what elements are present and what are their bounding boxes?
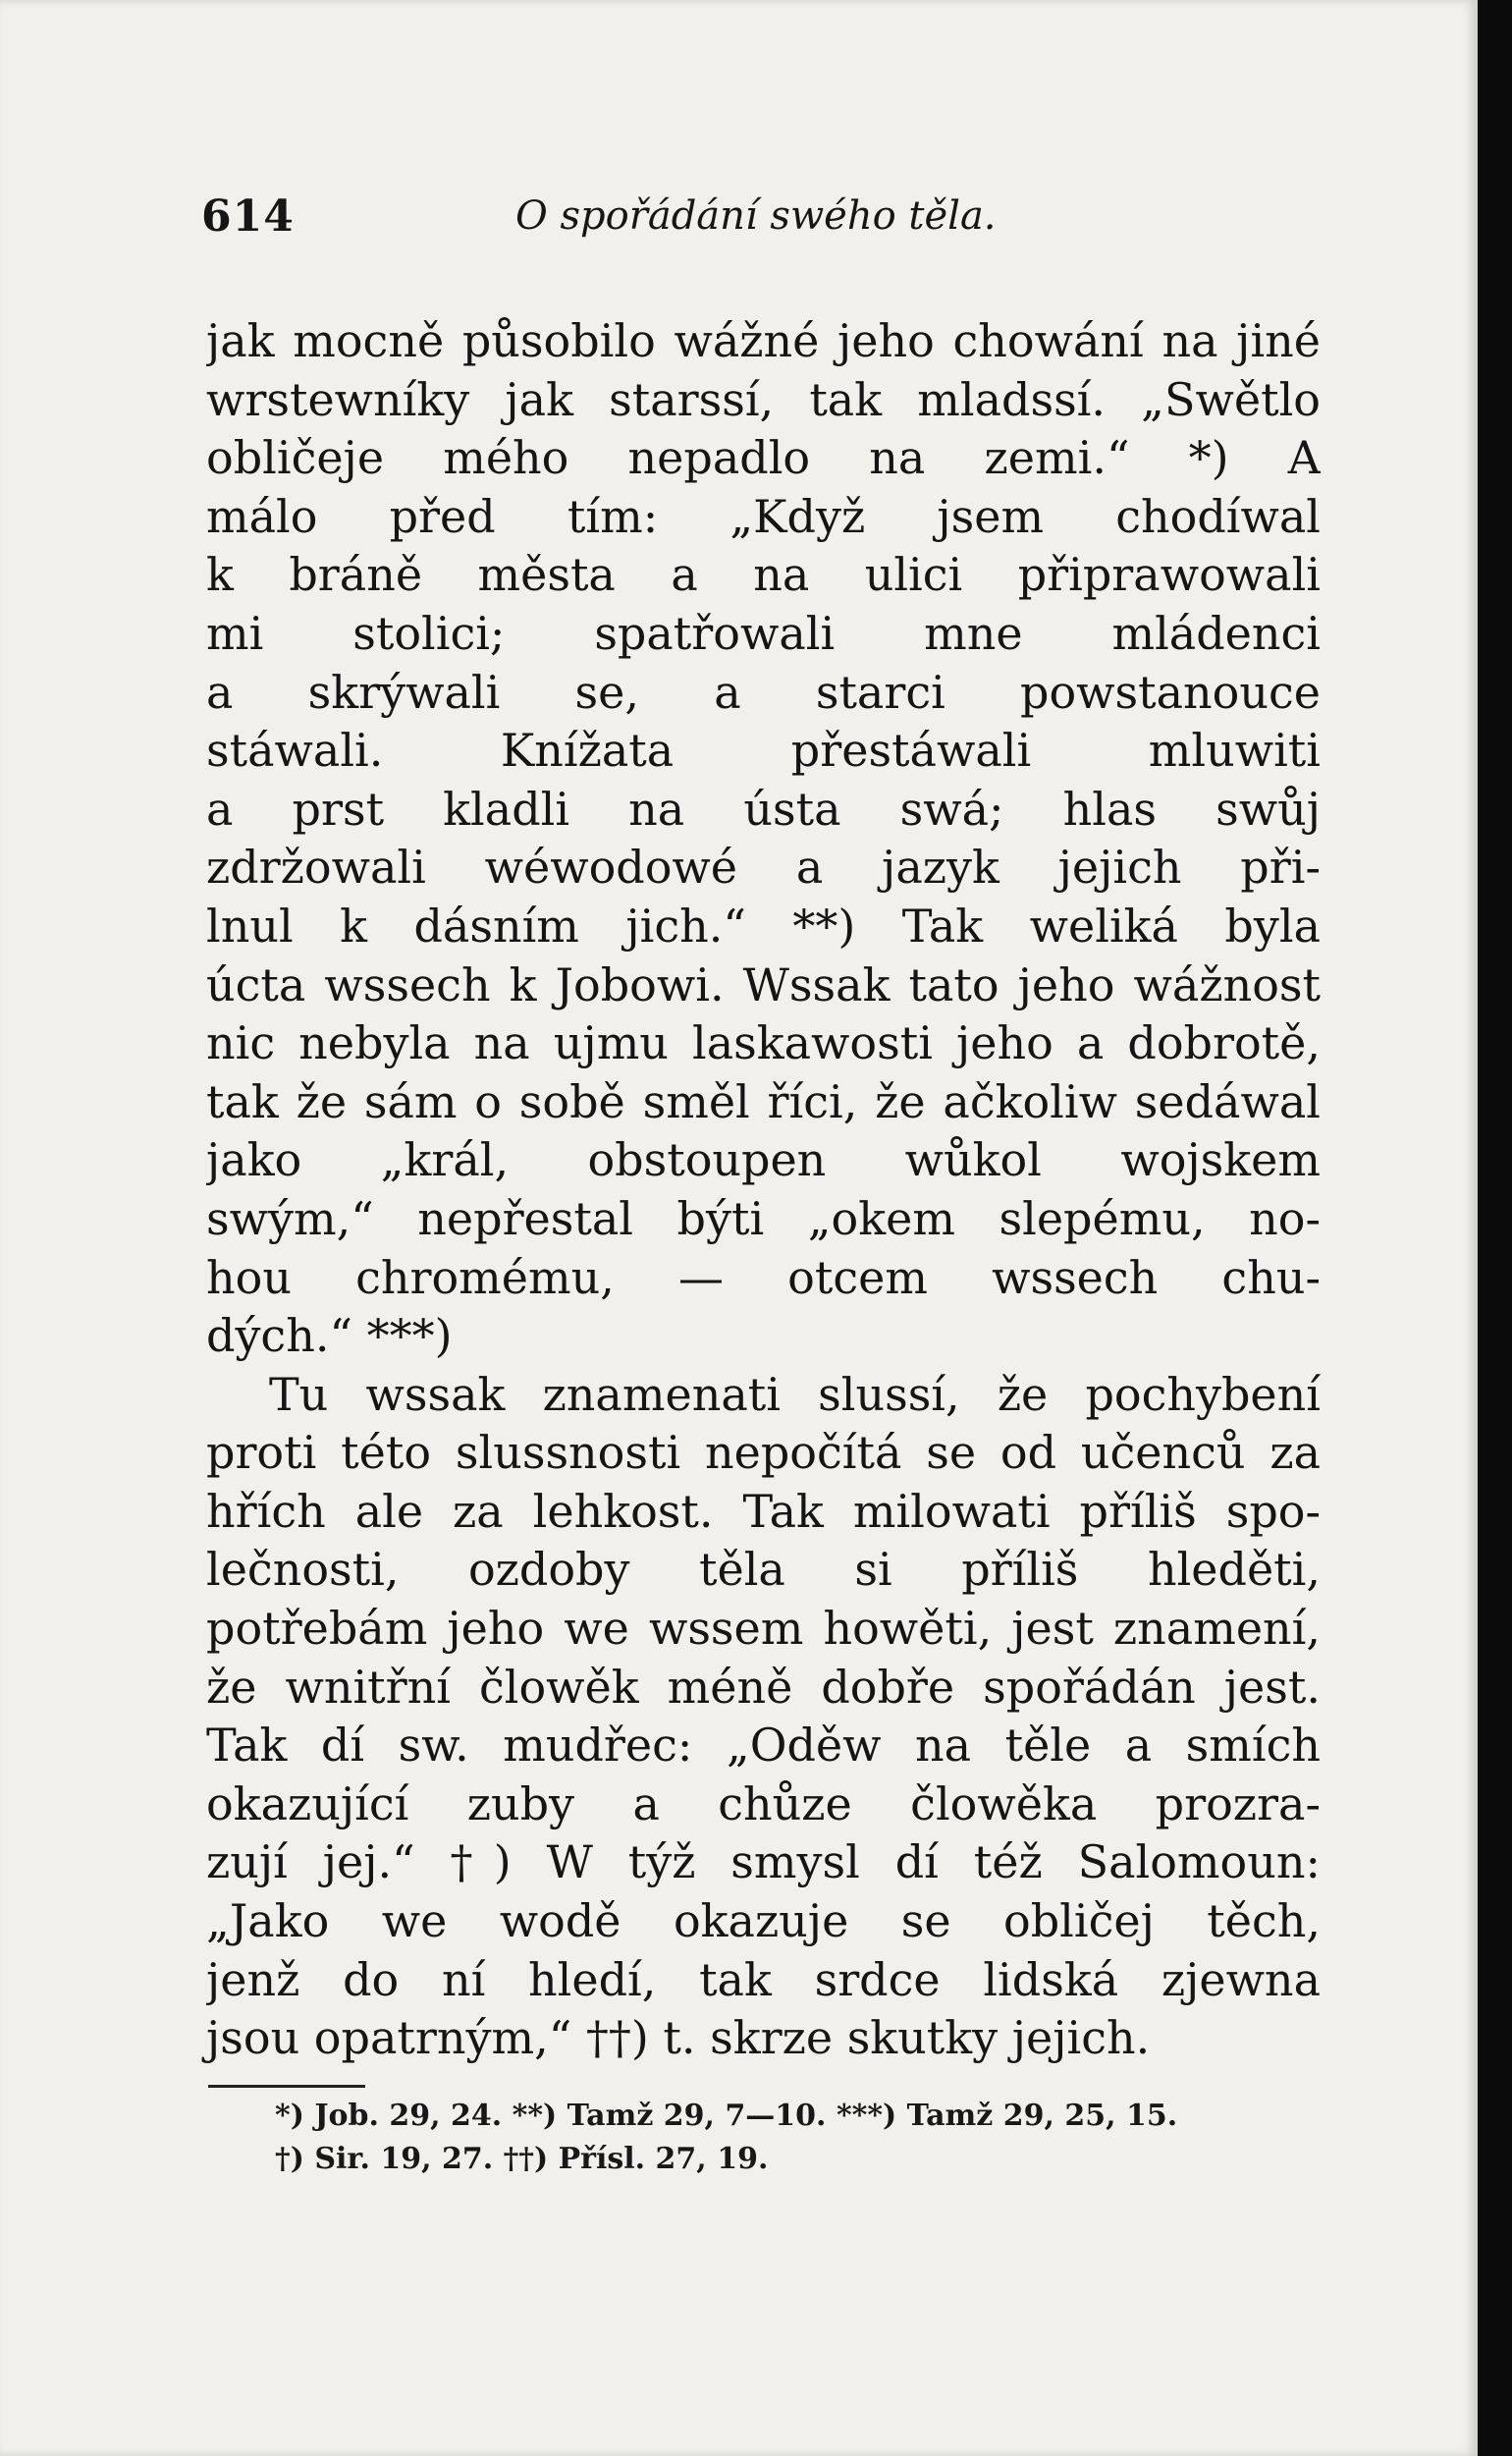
text-line: obličeje mého nepadlo na zemi.“ *) A	[206, 431, 1321, 485]
text-line: wrstewníky jak starssí, tak mladssí. „Swětlo	[206, 372, 1321, 426]
text-line: zdržowali wéwodowé a jazyk jejich při-	[206, 841, 1321, 895]
footnote-line: †) Sir. 19, 27. ††) Přísl. 27, 19.	[275, 2142, 769, 2176]
text-line: zují jej.“ †) W týž smysl dí též Salomoun:	[206, 1835, 1321, 1889]
page-number: 614	[201, 191, 295, 242]
text-line: lečnosti, ozdoby těla si příliš hleděti,	[206, 1543, 1321, 1597]
text-line: k bráně města a na ulici připrawowali	[206, 548, 1321, 602]
text-line: hou chromému, — otcem wssech chu-	[206, 1250, 1321, 1304]
text-line: mi stolici; spatřowali mne mládenci	[206, 606, 1321, 660]
text-line: málo před tím: „Když jsem chodíwal	[206, 489, 1321, 543]
footnote-divider	[208, 2085, 365, 2088]
text-line: jak mocně působilo wážné jeho chowání na jiné	[206, 314, 1321, 367]
running-head: O spořádání swého těla.	[515, 193, 997, 239]
text-line: dých.“ ***)	[206, 1309, 453, 1363]
page-header	[201, 191, 1330, 260]
text-line: jsou opatrným,“ ††) t. skrze skutky jejich.	[206, 2011, 1151, 2065]
text-line: jenž do ní hledí, tak srdce lidská zjewna	[206, 1952, 1321, 2006]
text-line: proti této slussnosti nepočítá se od učenců za	[206, 1426, 1321, 1480]
text-line: že wnitřní člowěk méně dobře spořádán jest.	[206, 1660, 1321, 1714]
text-line: „Jako we wodě okazuje se obličej těch,	[206, 1894, 1321, 1948]
text-line: tak že sám o sobě směl říci, že ačkoliw sedáwal	[206, 1074, 1321, 1128]
text-line: nic nebyla na ujmu laskawosti jeho a dobrotě,	[206, 1016, 1321, 1070]
body-text	[206, 312, 1321, 2068]
text-line: swým,“ nepřestal býti „okem slepému, no-	[206, 1191, 1321, 1245]
text-line: okazující zuby a chůze člowěka prozra-	[206, 1776, 1321, 1830]
text-line: úcta wssech k Jobowi. Wssak tato jeho wážnost	[206, 957, 1321, 1011]
text-line: lnul k dásním jich.“ **) Tak weliká byla	[206, 899, 1321, 953]
text-line: Tu wssak znamenati slussí, že pochybení	[269, 1367, 1321, 1421]
text-line: a skrýwali se, a starci powstanouce	[206, 665, 1321, 719]
scan-edge	[1478, 0, 1512, 2456]
text-line: a prst kladli na ústa swá; hlas swůj	[206, 782, 1321, 836]
text-line: jako „král, obstoupen wůkol wojskem	[206, 1133, 1321, 1187]
footnotes	[275, 2095, 1316, 2181]
text-line: potřebám jeho we wssem howěti, jest znamení,	[206, 1602, 1321, 1656]
text-line: Tak dí sw. mudřec: „Oděw na těle a smích	[206, 1719, 1321, 1773]
text-line: stáwali. Knížata přestáwali mluwiti	[206, 724, 1321, 778]
footnote-line: *) Job. 29, 24. **) Tamž 29, 7—10. ***) Tamž 29, 25, 15.	[275, 2099, 1178, 2133]
text-line: hřích ale za lehkost. Tak milowati příliš spo-	[206, 1484, 1321, 1538]
